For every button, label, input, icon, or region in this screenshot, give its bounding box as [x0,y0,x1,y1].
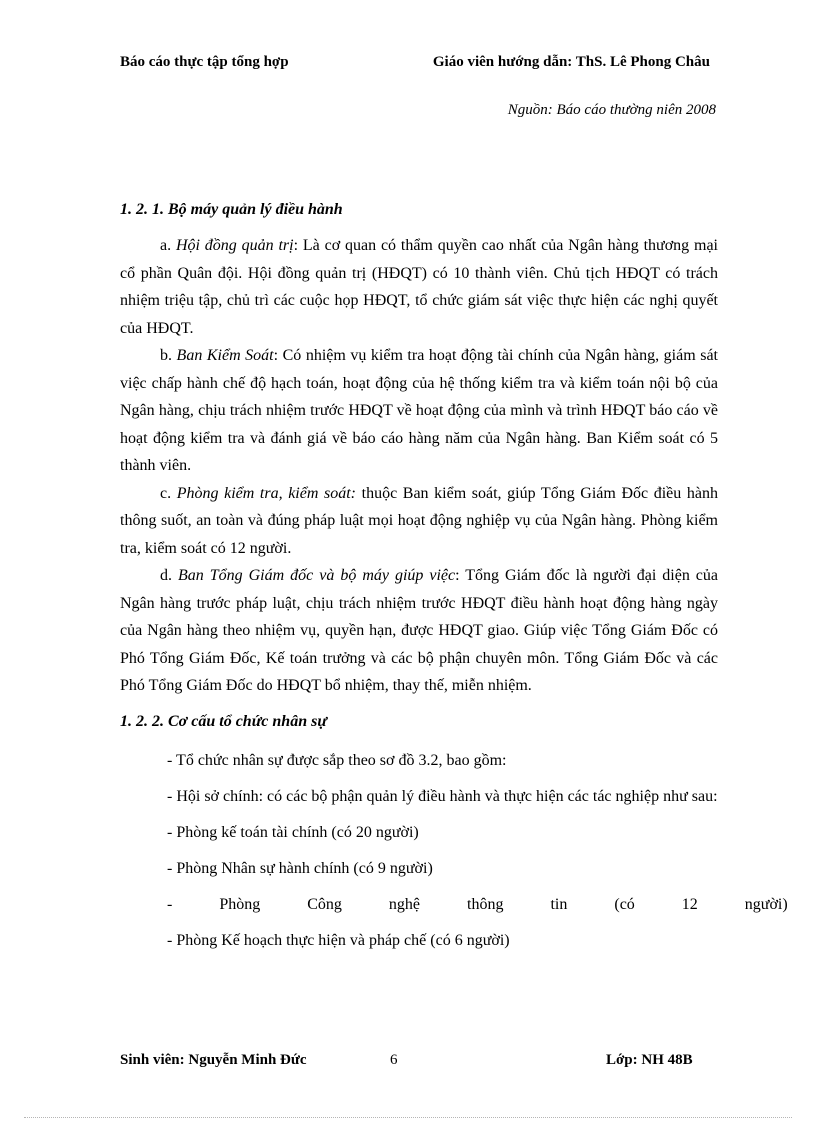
paragraph-executive-board: d. Ban Tổng Giám đốc và bộ máy giúp việc: Tổng Giám đốc là người đại diện của Ngân hàng trước pháp luật, chịu trách nhiệm trước HĐQT điều hành hoạt động hàng ngày của Ngân hàng theo nhiệm vụ, quyền hạn, được HĐQT giao. Giúp việc Tổng Giám Đốc có Phó Tổng Giám Đốc, Kế toán trưởng và các bộ phận chuyên môn. Tổng Giám Đốc và các Phó Tổng Giám Đốc do HĐQT bổ nhiệm, thay thế, miễn nhiệm. [120,567,719,694]
header-report-title: Báo cáo thực tập tổng hợp [120,54,289,70]
paragraph-board-of-directors: a. Hội đồng quản trị: Là cơ quan có thẩm quyền cao nhất của Ngân hàng thương mại cổ phần Quân đội. Hội đồng quản trị (HĐQT) có 10 thành viên. Chủ tịch HĐQT có trách nhiệm triệu tập, chủ trì các cuộc họp HĐQT, tổ chức giám sát việc thực hiện các nghị quyết của HĐQT. [120,237,718,337]
footer-class: Lớp: NH 48B [606,1052,693,1068]
paragraph-supervisory-board: b. Ban Kiểm Soát: Có nhiệm vụ kiểm tra hoạt động tài chính của Ngân hàng, giám sát việc chấp hành chế độ hạch toán, hoạt động của hệ thống kiểm tra và kiểm toán nội bộ của Ngân hàng, chịu trách nhiệm trước HĐQT về hoạt động của mình và trình HĐQT báo cáo về hoạt động kiểm tra và đánh giá về báo cáo hàng năm của Ngân hàng. Ban Kiểm soát có 5 thành viên. [120,347,718,474]
main-content [120,196,788,963]
page-header [120,54,710,71]
page-number: 6 [390,1052,398,1068]
source-note: Nguồn: Báo cáo thường niên 2008 [507,102,716,118]
list-item: - Phòng Kế hoạch thực hiện và pháp chế (có 6 người) [167,931,510,949]
header-supervisor: Giáo viên hướng dẫn: ThS. Lê Phong Châu [432,54,710,70]
section-1-heading: 1. 2. 1. Bộ máy quản lý điều hành [120,201,343,218]
paragraph-inspection-department: c. Phòng kiểm tra, kiểm soát: thuộc Ban kiểm soát, giúp Tổng Giám Đốc điều hành thông suốt, an toàn và đúng pháp luật mọi hoạt động nghiệp vụ của Ngân hàng. Phòng kiểm tra, kiểm soát có 12 người. [120,484,718,557]
list-item-it-department: - Phòng Công nghệ thông tin (có 12 người) [167,895,788,913]
list-item: - Tổ chức nhân sự được sắp theo sơ đồ 3.2, bao gồm: [167,751,507,769]
list-item: - Phòng Nhân sự hành chính (có 9 người) [167,859,433,877]
section-2-heading: 1. 2. 2. Cơ cấu tổ chức nhân sự [120,712,327,730]
list-item: - Hội sở chính: có các bộ phận quản lý điều hành và thực hiện các tác nghiệp như sau: [167,787,718,805]
footer-student: Sinh viên: Nguyễn Minh Đức [120,1052,307,1068]
list-item: - Phòng kế toán tài chính (có 20 người) [167,823,419,841]
page-bottom-divider [24,1117,792,1118]
